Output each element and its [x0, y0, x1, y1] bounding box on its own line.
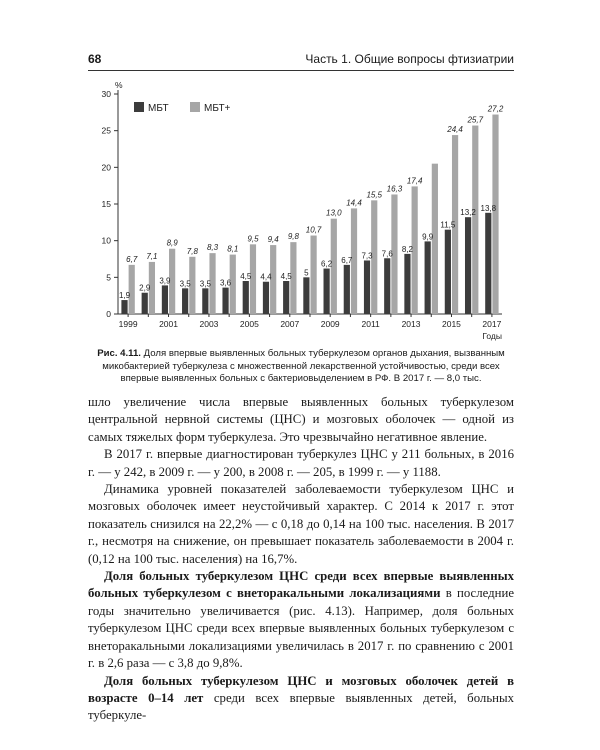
- data-label-mbt-plus: 9,8: [287, 232, 299, 242]
- data-label-mbt: 4,5: [280, 272, 292, 281]
- paragraph-4-bold: Доля больных туберкулезом ЦНС среди всех впервые выявленных больных туберкулезом с внеторакальными локализациями: [88, 569, 514, 601]
- page-header: [88, 52, 514, 72]
- x-tick-label: 2013: [401, 319, 421, 329]
- data-label-mbt: 3,6: [219, 278, 232, 288]
- legend-swatch-mbt: [134, 102, 144, 112]
- y-tick-label: 30: [101, 89, 111, 99]
- bar-mbt: [142, 293, 148, 314]
- y-tick-label: 25: [101, 125, 111, 136]
- data-label-mbt: 13,2: [460, 208, 476, 218]
- data-label-mbt: 4,5: [240, 272, 252, 281]
- paragraph-3: Динамика уровней показателей заболеваемости туберкулезом ЦНС и мозговых оболочек имеет неустойчивый характер. С 2014 к 2017 г. этот показатель снизился на 22,2% — с 0,18 до 0,14 на 100 тыс. населения. В 2017 г., несмотря на снижение, он превышает показатель заболеваемости в 2004 г. (0,12 на 100 тыс. населения) на 16,7%.: [88, 482, 514, 566]
- data-label-mbt-plus: 15,5: [366, 190, 383, 200]
- x-tick-label: 2005: [239, 319, 259, 329]
- data-label-mbt: 3,9: [159, 276, 171, 286]
- data-label-mbt-plus: 8,1: [227, 244, 239, 254]
- caption-text: Доля впервые выявленных больных туберкулезом органов дыхания, вызванным микобактерией туберкулеза с множественной лекарственной устойчивостью, среди всех впервые выявленных больных с бактериовыделением в РФ. В 2017 г. — 8,0 тыс.: [102, 348, 505, 384]
- data-label-mbt: 7,6: [381, 249, 393, 259]
- bar-mbt-plus: [472, 126, 478, 314]
- legend-swatch-mbt-plus: [190, 102, 200, 112]
- bar-mbt: [263, 282, 269, 314]
- bar-mbt: [445, 230, 451, 314]
- paragraph-4-rest: в последние годы значительно увеличивается (рис. 4.13). Например, доля больных туберкулезом ЦНС среди всех впервые выявленных больных туберкулезом с внеторакальными локализациями увеличилась в 2017 г. по сравнению с 2001 г. в 2,6 раза — с 3,8 до 9,8%.: [88, 586, 514, 671]
- bar-mbt: [324, 269, 330, 314]
- x-tick-label: 1999: [118, 319, 138, 329]
- x-tick-label: 2007: [280, 319, 300, 329]
- data-label-mbt: 5: [304, 268, 309, 278]
- paragraph-5: [88, 673, 514, 725]
- bar-mbt-plus: [311, 236, 317, 314]
- bar-mbt: [384, 258, 390, 314]
- y-axis-label: %: [115, 80, 123, 90]
- bar-mbt: [485, 213, 491, 314]
- paragraph-4: [88, 568, 514, 672]
- legend-label-mbt: МБТ: [148, 103, 169, 114]
- bar-mbt-plus: [492, 115, 498, 314]
- paragraph-5-rest: среди всех впервые выявленных детей, больных туберкуле-: [88, 690, 514, 723]
- data-label-mbt: 6,7: [341, 255, 353, 265]
- data-label-mbt-plus: 25,7: [467, 115, 484, 125]
- legend-label-mbt-plus: МБТ+: [204, 103, 231, 114]
- data-label-mbt-plus: 17,4: [406, 176, 423, 186]
- body-text: [88, 394, 514, 725]
- data-label-mbt-plus: 9,4: [267, 235, 279, 245]
- data-label-mbt: 2,9: [139, 283, 151, 293]
- data-label-mbt: 1,9: [118, 291, 131, 301]
- x-axis-label: Годы: [482, 331, 502, 341]
- bar-mbt: [465, 217, 471, 314]
- bar-mbt: [404, 254, 410, 314]
- x-tick-label: 2011: [361, 319, 380, 329]
- header-rule: [88, 70, 514, 71]
- data-label-mbt: 4,4: [260, 272, 272, 282]
- data-label-mbt: 3,5: [179, 279, 191, 289]
- data-label-mbt-plus: 9,5: [247, 234, 259, 244]
- figure-caption: [88, 348, 514, 386]
- bar-chart: [88, 80, 518, 342]
- bar-mbt: [243, 281, 249, 314]
- data-label-mbt-plus: 7,1: [146, 251, 158, 261]
- paragraph-5-bold: Доля больных туберкулезом ЦНС и мозговых оболочек детей в возрасте 0–14 лет: [88, 673, 514, 705]
- data-label-mbt-plus: 8,3: [206, 243, 219, 253]
- y-tick-label: 5: [106, 272, 111, 283]
- bar-mbt: [344, 265, 350, 314]
- x-tick-label: 2003: [199, 319, 219, 329]
- x-tick-label: 2009: [320, 319, 340, 329]
- data-label-mbt-plus: 6,7: [126, 254, 138, 264]
- x-tick-label: 2001: [159, 319, 178, 329]
- bar-mbt: [162, 285, 168, 314]
- bar-mbt: [425, 241, 431, 314]
- y-tick-label: 10: [101, 235, 111, 246]
- data-label-mbt-plus: 10,7: [305, 225, 322, 235]
- data-label-mbt: 8,2: [401, 244, 414, 254]
- data-label-mbt: 11,5: [440, 220, 456, 230]
- bar-mbt: [202, 288, 208, 314]
- bar-mbt: [182, 288, 188, 314]
- data-label-mbt-plus: 8,9: [166, 238, 178, 248]
- page-number: 68: [88, 52, 102, 66]
- data-label-mbt-plus: 24,4: [447, 125, 463, 135]
- data-label-mbt-plus: 14,4: [346, 198, 362, 208]
- bar-mbt: [222, 288, 228, 314]
- x-tick-label: 2015: [442, 319, 461, 329]
- running-title: Часть 1. Общие вопросы фтизиатрии: [305, 52, 514, 66]
- data-label-mbt: 7,3: [361, 251, 373, 261]
- data-label-mbt-plus: 13,0: [326, 208, 342, 218]
- y-tick-label: 15: [101, 199, 111, 209]
- x-tick-label: 2017: [482, 319, 502, 329]
- data-label-mbt-plus: 16,3: [386, 184, 403, 194]
- data-label-mbt: 9,9: [422, 232, 434, 242]
- y-tick-label: 0: [106, 309, 111, 319]
- data-label-mbt: 3,5: [199, 279, 211, 289]
- paragraph-1: шло увеличение числа впервые выявленных больных туберкулезом центральной нервной системы (ЦНС) и мозговых оболочек — одной из самых тяжелых форм туберкулеза. Это чрезвычайно негативное явление.: [88, 395, 514, 444]
- data-label-mbt: 13,8: [480, 203, 497, 213]
- caption-label: Рис. 4.11.: [97, 348, 141, 359]
- bar-mbt: [283, 281, 289, 314]
- data-label-mbt: 6,2: [321, 259, 333, 269]
- bar-mbt: [303, 277, 309, 314]
- bar-mbt: [121, 300, 127, 314]
- paragraph-2: В 2017 г. впервые диагностирован туберкулез ЦНС у 211 больных, в 2016 г. — у 242, в 2009 г. — у 200, в 2008 г. — 205, в 1999 г. — у 1188.: [88, 447, 514, 479]
- bar-mbt: [364, 260, 370, 314]
- data-label-mbt-plus: 7,8: [186, 246, 198, 256]
- data-label-mbt-plus: 27,2: [487, 104, 504, 114]
- y-tick-label: 20: [101, 162, 111, 173]
- bar-mbt-plus: [129, 265, 135, 314]
